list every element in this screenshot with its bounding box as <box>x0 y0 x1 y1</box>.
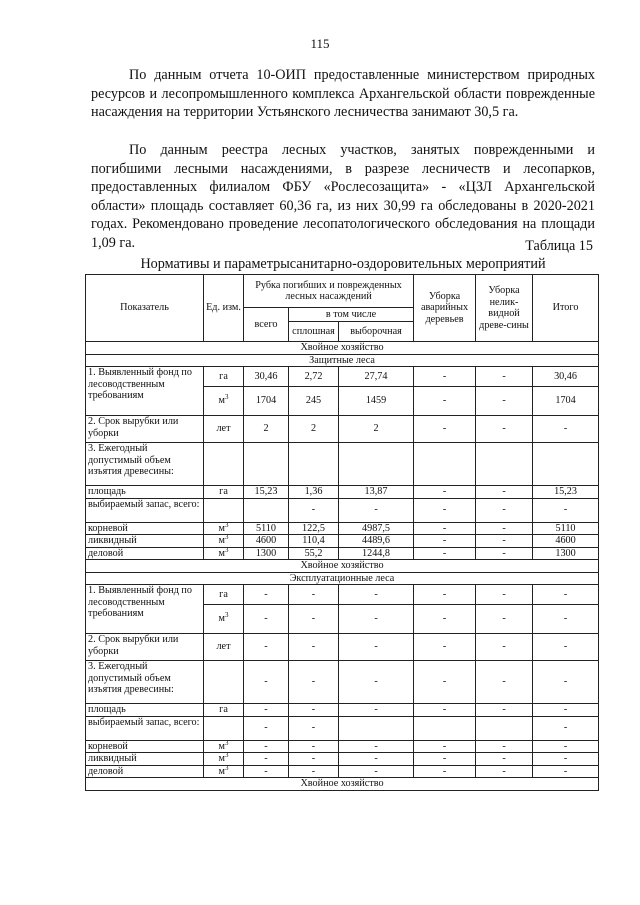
section-subtitle-label: Защитные леса <box>86 354 599 367</box>
value-cell: - <box>533 716 599 740</box>
value-cell: 4489,6 <box>339 535 414 548</box>
value-cell: - <box>339 498 414 522</box>
value-cell: - <box>533 416 599 443</box>
unit-cell <box>204 661 244 704</box>
paragraph-1: По данным отчета 10-ОИП предоставленные министерством природных ресурсов и лесопромышленного комплекса Архангельской области поврежденные насаждения на территории Устьянского лесничества занимают 30,5 га. <box>91 67 595 121</box>
value-cell: 1704 <box>244 387 289 416</box>
value-cell: - <box>414 486 476 499</box>
value-cell: - <box>339 704 414 717</box>
value-cell: 5110 <box>533 522 599 535</box>
header-unit: Ед. изм. <box>204 275 244 342</box>
unit-cell: $м^3$ <box>204 605 244 634</box>
value-cell: - <box>476 585 533 605</box>
section-title-label: Хвойное хозяйство <box>86 560 599 573</box>
value-cell: - <box>414 585 476 605</box>
section-title-label: Хвойное хозяйство <box>86 342 599 355</box>
value-cell: - <box>289 661 339 704</box>
value-cell: - <box>476 522 533 535</box>
header-clear: сплошная <box>289 322 339 342</box>
value-cell: - <box>244 704 289 717</box>
table-row <box>86 535 599 548</box>
row-label: 1. Выявленный фонд по лесоводственным требованиям <box>86 585 204 634</box>
table-row <box>86 661 599 704</box>
value-cell: - <box>244 634 289 661</box>
value-cell: - <box>289 704 339 717</box>
value-cell: - <box>244 765 289 778</box>
value-cell: - <box>289 498 339 522</box>
value-cell: 2,72 <box>289 367 339 387</box>
value-cell: - <box>339 585 414 605</box>
value-cell: - <box>414 367 476 387</box>
value-cell: - <box>533 585 599 605</box>
value-cell: 4987,5 <box>339 522 414 535</box>
value-cell: 1704 <box>533 387 599 416</box>
value-cell <box>244 443 289 486</box>
value-cell: 2 <box>244 416 289 443</box>
value-cell: - <box>414 634 476 661</box>
page-number: 115 <box>310 36 330 51</box>
value-cell: - <box>476 704 533 717</box>
value-cell: - <box>476 486 533 499</box>
value-cell: - <box>414 605 476 634</box>
unit-cell: $м^3$ <box>204 535 244 548</box>
value-cell: - <box>533 605 599 634</box>
value-cell: - <box>476 498 533 522</box>
row-label: 2. Срок вырубки или уборки <box>86 634 204 661</box>
value-cell: - <box>339 605 414 634</box>
value-cell: - <box>244 753 289 766</box>
value-cell: - <box>414 753 476 766</box>
value-cell: - <box>289 753 339 766</box>
section-title <box>86 342 599 355</box>
value-cell: - <box>414 547 476 560</box>
value-cell: - <box>533 765 599 778</box>
table-row <box>86 585 599 605</box>
value-cell: 1300 <box>244 547 289 560</box>
value-cell: - <box>476 753 533 766</box>
header-emergency: Уборка аварийных деревьев <box>414 275 476 342</box>
value-cell: - <box>339 753 414 766</box>
value-cell: - <box>289 634 339 661</box>
value-cell: - <box>414 535 476 548</box>
unit-superscript: 3 <box>224 740 229 747</box>
header-total-felling: всего <box>244 308 289 342</box>
value-cell: - <box>533 753 599 766</box>
table-row <box>86 634 599 661</box>
value-cell: 2 <box>289 416 339 443</box>
value-cell: - <box>289 605 339 634</box>
table-row <box>86 547 599 560</box>
row-label: ликвидный <box>86 535 204 548</box>
value-cell: - <box>289 740 339 753</box>
value-cell: - <box>414 765 476 778</box>
section-subtitle <box>86 572 599 585</box>
unit-cell: $м^3$ <box>204 547 244 560</box>
header-felling: Рубка погибших и поврежденных лесных насаждений <box>244 275 414 308</box>
section-footer-label: Хвойное хозяйство <box>86 778 599 791</box>
value-cell: 1300 <box>533 547 599 560</box>
value-cell <box>533 443 599 486</box>
value-cell <box>414 443 476 486</box>
unit-superscript: 3 <box>224 534 229 541</box>
table-label: Таблица 15 <box>525 238 593 254</box>
table-row <box>86 416 599 443</box>
unit-superscript: 3 <box>224 611 229 620</box>
value-cell: - <box>533 661 599 704</box>
value-cell: - <box>476 416 533 443</box>
unit-superscript: 3 <box>224 522 229 529</box>
value-cell: - <box>289 716 339 740</box>
table-row <box>86 704 599 717</box>
value-cell: - <box>476 661 533 704</box>
value-cell: - <box>244 661 289 704</box>
value-cell: - <box>339 765 414 778</box>
unit-cell: га <box>204 585 244 605</box>
row-label: деловой <box>86 765 204 778</box>
value-cell: - <box>414 498 476 522</box>
table-row <box>86 765 599 778</box>
value-cell: 15,23 <box>533 486 599 499</box>
unit-cell: лет <box>204 416 244 443</box>
table-row <box>86 740 599 753</box>
unit-cell: га <box>204 367 244 387</box>
row-label: выбираемый запас, всего: <box>86 498 204 522</box>
value-cell <box>476 443 533 486</box>
value-cell: - <box>476 367 533 387</box>
value-cell: - <box>244 716 289 740</box>
row-label: площадь <box>86 486 204 499</box>
value-cell: 122,5 <box>289 522 339 535</box>
value-cell: 245 <box>289 387 339 416</box>
unit-superscript: 3 <box>224 393 229 402</box>
table-row <box>86 367 599 387</box>
header-unmarketable: Уборка нелик-видной древе-сины <box>476 275 533 342</box>
value-cell: 1,36 <box>289 486 339 499</box>
value-cell: - <box>339 740 414 753</box>
value-cell: 55,2 <box>289 547 339 560</box>
norms-table <box>85 274 599 791</box>
value-cell: - <box>414 704 476 717</box>
value-cell: - <box>533 634 599 661</box>
unit-cell: $м^3$ <box>204 522 244 535</box>
unit-cell: $м^3$ <box>204 753 244 766</box>
row-label: 1. Выявленный фонд по лесоводственным требованиям <box>86 367 204 416</box>
header-indicator: Показатель <box>86 275 204 342</box>
value-cell: 2 <box>339 416 414 443</box>
value-cell: 1244,8 <box>339 547 414 560</box>
value-cell: - <box>339 661 414 704</box>
value-cell <box>244 498 289 522</box>
unit-cell <box>204 716 244 740</box>
value-cell: - <box>339 634 414 661</box>
header-including: в том числе <box>289 308 414 322</box>
row-label: ликвидный <box>86 753 204 766</box>
value-cell: - <box>476 535 533 548</box>
value-cell: - <box>414 387 476 416</box>
row-label: 3. Ежегодный допустимый объем изъятия древесины: <box>86 443 204 486</box>
value-cell: - <box>476 605 533 634</box>
table-title: Нормативы и параметрысанитарно-оздоровительных мероприятий <box>140 256 546 272</box>
value-cell <box>289 443 339 486</box>
unit-cell: га <box>204 704 244 717</box>
unit-cell <box>204 498 244 522</box>
unit-cell: $м^3$ <box>204 740 244 753</box>
value-cell <box>476 716 533 740</box>
header-total: Итого <box>533 275 599 342</box>
value-cell <box>339 716 414 740</box>
value-cell: - <box>414 522 476 535</box>
row-label: 2. Срок вырубки или уборки <box>86 416 204 443</box>
value-cell: - <box>414 740 476 753</box>
value-cell: - <box>533 740 599 753</box>
value-cell: 5110 <box>244 522 289 535</box>
value-cell: - <box>244 585 289 605</box>
value-cell: - <box>289 765 339 778</box>
unit-cell: лет <box>204 634 244 661</box>
table-row <box>86 486 599 499</box>
row-label: корневой <box>86 522 204 535</box>
table-row <box>86 753 599 766</box>
value-cell: 13,87 <box>339 486 414 499</box>
header-selective: выборочная <box>339 322 414 342</box>
value-cell <box>414 716 476 740</box>
unit-cell: $м^3$ <box>204 765 244 778</box>
value-cell: - <box>476 387 533 416</box>
section-footer <box>86 778 599 791</box>
table-row <box>86 716 599 740</box>
value-cell: - <box>289 585 339 605</box>
value-cell: 30,46 <box>244 367 289 387</box>
unit-superscript: 3 <box>224 752 229 759</box>
value-cell: - <box>476 547 533 560</box>
value-cell: - <box>476 634 533 661</box>
row-label: 3. Ежегодный допустимый объем изъятия древесины: <box>86 661 204 704</box>
value-cell: 27,74 <box>339 367 414 387</box>
unit-cell: га <box>204 486 244 499</box>
value-cell: - <box>533 498 599 522</box>
value-cell: - <box>476 740 533 753</box>
value-cell: - <box>414 661 476 704</box>
value-cell: - <box>533 704 599 717</box>
table-row <box>86 443 599 486</box>
row-label: площадь <box>86 704 204 717</box>
row-label: деловой <box>86 547 204 560</box>
value-cell: 30,46 <box>533 367 599 387</box>
value-cell: 110,4 <box>289 535 339 548</box>
unit-superscript: 3 <box>224 765 229 772</box>
section-subtitle <box>86 354 599 367</box>
value-cell: 4600 <box>244 535 289 548</box>
value-cell <box>339 443 414 486</box>
value-cell: 1459 <box>339 387 414 416</box>
value-cell: - <box>476 765 533 778</box>
table-row <box>86 522 599 535</box>
unit-superscript: 3 <box>224 547 229 554</box>
value-cell: 4600 <box>533 535 599 548</box>
paragraph-2: По данным реестра лесных участков, занятых поврежденными и погибшими лесными насаждениями, в разрезе лесничеств и лесопарков, предоставленных филиалом ФБУ «Рослесозащита» - «ЦЗЛ Архангельской области» площадь составляет 60,36 га, из них 30,99 га обследованы в 2020-2021 годах. Рекомендовано проведение лесопатологического обследования на площади 1,09 га. <box>91 142 595 251</box>
unit-cell: $м^3$ <box>204 387 244 416</box>
section-subtitle-label: Эксплуатационные леса <box>86 572 599 585</box>
value-cell: - <box>244 605 289 634</box>
value-cell: - <box>244 740 289 753</box>
section-title <box>86 560 599 573</box>
row-label: выбираемый запас, всего: <box>86 716 204 740</box>
value-cell: - <box>414 416 476 443</box>
value-cell: 15,23 <box>244 486 289 499</box>
row-label: корневой <box>86 740 204 753</box>
unit-cell <box>204 443 244 486</box>
table-row <box>86 498 599 522</box>
